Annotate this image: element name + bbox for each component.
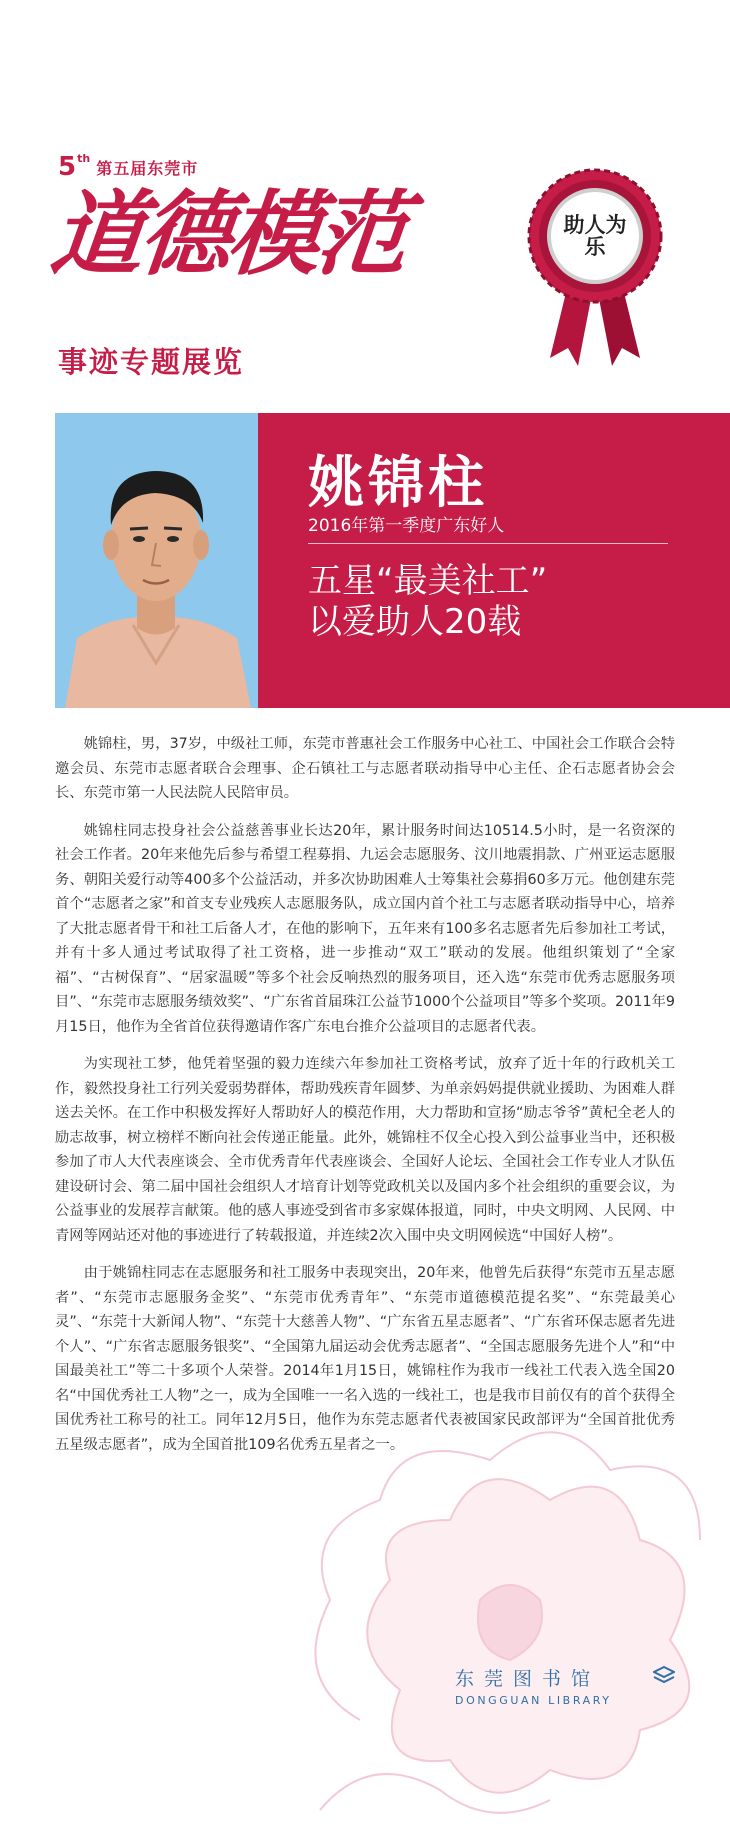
article-body — [55, 732, 675, 1470]
slogan-line-1: 五星“最美社工” — [308, 561, 548, 601]
portrait-photo — [55, 413, 258, 708]
profile-info — [258, 413, 730, 708]
rosette-icon — [520, 158, 670, 378]
paragraph: 由于姚锦柱同志在志愿服务和社工服务中表现突出，20年来，他曾先后获得“东莞市五星志愿者”、“东莞市志愿服务金奖”、“东莞市优秀青年”、“东莞市道德模范提名奖”、“东莞最美心灵”、“东莞十大新闻人物”、“东莞十大慈善人物”、“广东省五星志愿者”、“广东省环保志愿者先进个人”、“广东省志愿服务银奖”、“全国第九届运动会优秀志愿者”、“全国志愿服务先进个人”和“中国最美社工”等二十多项个人荣誉。2014年1月15日，姚锦柱作为我市一线社工代表入选全国20名“中国优秀社工人物”之一，成为全国唯一一名入选的一线社工，也是我市目前仅有的首个获得全国优秀社工称号的社工。同年12月5日，他作为东莞志愿者代表被国家民政部评为“全国首批优秀五星级志愿者”，成为全国首批109名优秀五星者之一。 — [55, 1265, 675, 1453]
edition-number: 5 — [58, 152, 77, 182]
slogan — [308, 561, 708, 644]
edition-text: 第五届东莞市 — [96, 158, 199, 178]
person-name: 姚锦柱 — [308, 451, 488, 516]
library-footer — [455, 1664, 695, 1707]
page-title: 道德模范 — [46, 180, 410, 288]
library-name-cn: 东莞图书馆 — [455, 1668, 601, 1690]
divider — [308, 543, 668, 544]
edition-superscript: th — [77, 151, 91, 165]
profile-banner — [55, 413, 730, 708]
award-badge — [520, 158, 670, 378]
person-honor: 2016年第一季度广东好人 — [308, 516, 505, 536]
paragraph: 姚锦柱同志投身社会公益慈善事业长达20年，累计服务时间达10514.5小时，是一名资深的社会工作者。20年来他先后参与希望工程募捐、九运会志愿服务、汶川地震捐款、广州亚运志愿服务、朝阳关爱行动等400多个公益活动，并多次协助困难人士筹集社会募捐60多万元。他创建东莞首个“志愿者之家”和首支专业残疾人志愿服务队，成立国内首个社工与志愿者联动指导中心，培养了大批志愿者骨干和社工后备人才，在他的影响下，五年来有100多名志愿者先后参加社工考试，并有十多人通过考试取得了社工资格，进一步推动“双工”联动的发展。他组织策划了“全家福”、“古树保育”、“居家温暖”等多个社会反响热烈的服务项目，还入选“东莞市优秀志愿服务项目”、“东莞市志愿服务绩效奖”、“广东省首届珠江公益节1000个公益项目”等多个奖项。2011年9月15日，他作为全省首位获得邀请作客广东电台推介公益项目的志愿者代表。 — [55, 822, 675, 1035]
library-logo-icon — [653, 1666, 675, 1684]
edition-label — [58, 151, 199, 182]
badge-text: 助人为乐 — [563, 213, 627, 260]
library-name-en: DONGGUAN LIBRARY — [455, 1694, 612, 1707]
slogan-line-2: 以爱助人20载 — [308, 602, 522, 643]
portrait-icon — [55, 413, 258, 708]
paragraph: 为实现社工梦，他凭着坚强的毅力连续六年参加社工资格考试，放弃了近十年的行政机关工作，毅然投身社工行列关爱弱势群体，帮助残疾青年圆梦、为单亲妈妈提供就业援助、为困难人群送去关怀。在工作中积极发挥好人帮助好人的模范作用，大力帮助和宣扬“励志爷爷”黄杞全老人的励志故事，树立榜样不断向社会传递正能量。此外，姚锦柱不仅全心投入到公益事业当中，还积极参加了市人大代表座谈会、全市优秀青年代表座谈会、全国好人论坛、全国社会工作专业人才队伍建设研讨会、第二届中国社会组织人才培育计划等党政机关以及国内多个社会组织的重要会议，为公益事业的发展荐言献策。他的感人事迹受到省市多家媒体报道，同时，中央文明网、人民网、中青网等网站还对他的事迹进行了转载报道，并连续2次入围中央文明网候选“中国好人榜”。 — [55, 1056, 675, 1244]
paragraph: 姚锦柱，男，37岁，中级社工师，东莞市普惠社会工作服务中心社工、中国社会工作联合会特邀会员、东莞市志愿者联合会理事、企石镇社工与志愿者联动指导中心主任、企石志愿者协会会长、东莞市第一人民法院人民陪审员。 — [55, 736, 675, 801]
page-subtitle: 事迹专题展览 — [58, 345, 245, 379]
